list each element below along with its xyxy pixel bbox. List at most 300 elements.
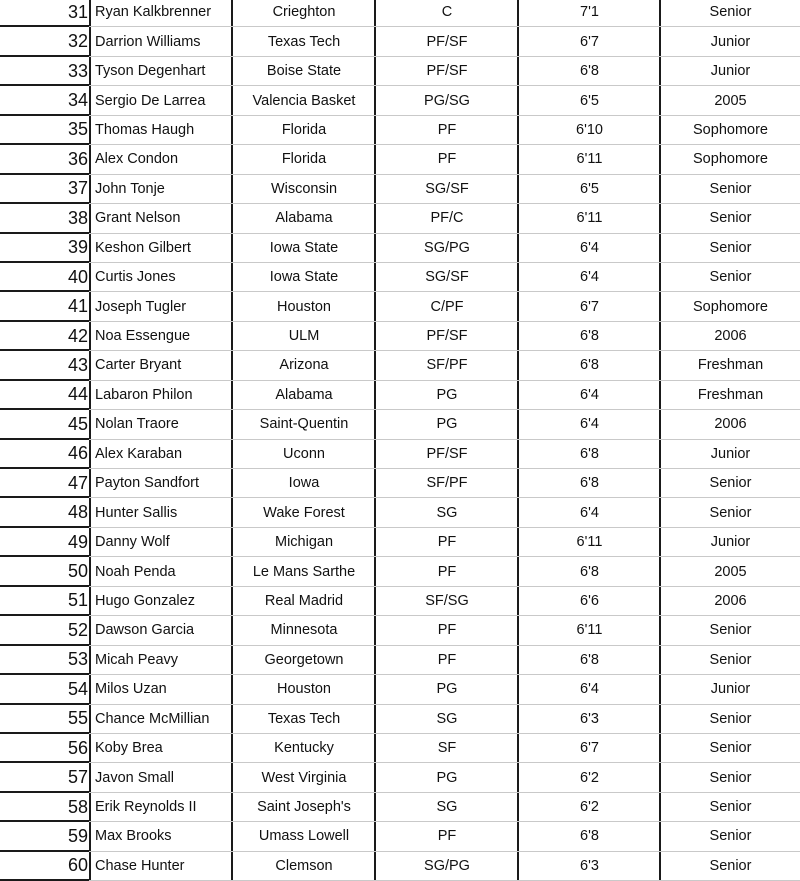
column-divider: [374, 204, 376, 232]
column-divider: [231, 263, 233, 291]
class-cell: 2006: [714, 592, 747, 609]
table-row: [0, 322, 800, 351]
table-row: [0, 27, 800, 56]
column-divider: [517, 557, 519, 585]
class-cell: Senior: [709, 239, 752, 256]
column-divider: [89, 587, 91, 615]
rank-cell: 54: [67, 678, 88, 699]
position-cell: SF: [437, 740, 457, 757]
column-divider: [231, 351, 233, 379]
position-cell: PF: [437, 828, 457, 845]
position-cell: SG/SF: [425, 269, 469, 286]
column-divider: [659, 351, 661, 379]
height-cell: 6'7: [580, 33, 599, 50]
position-cell: PG: [436, 416, 458, 433]
class-cell: 2005: [714, 92, 747, 109]
rank-cell: 52: [67, 619, 88, 640]
rank-cell: 50: [67, 561, 88, 582]
column-divider: [517, 410, 519, 438]
player-name-cell: Labaron Philon: [95, 386, 193, 403]
table-row: [0, 263, 800, 292]
column-divider: [517, 440, 519, 468]
height-cell: 7'1: [580, 4, 599, 21]
column-divider: [231, 145, 233, 173]
column-divider: [231, 675, 233, 703]
column-divider: [659, 145, 661, 173]
school-cell: Minnesota: [270, 622, 338, 639]
column-divider: [89, 469, 91, 497]
class-cell: Senior: [709, 828, 752, 845]
column-divider: [231, 440, 233, 468]
table-row: [0, 528, 800, 557]
position-cell: SG/PG: [424, 239, 470, 256]
height-cell: 6'5: [580, 180, 599, 197]
table-row: [0, 705, 800, 734]
column-divider: [659, 587, 661, 615]
height-cell: 6'8: [580, 328, 599, 345]
table-row: [0, 116, 800, 145]
table-row: [0, 557, 800, 586]
player-name-cell: Chance McMillian: [95, 710, 210, 727]
player-name-cell: Payton Sandfort: [95, 475, 199, 492]
rank-cell: 31: [67, 1, 88, 22]
class-cell: Senior: [709, 740, 752, 757]
column-divider: [374, 675, 376, 703]
column-divider: [659, 410, 661, 438]
column-divider: [374, 646, 376, 674]
position-cell: PG: [436, 681, 458, 698]
column-divider: [231, 27, 233, 55]
column-divider: [374, 763, 376, 791]
column-divider: [517, 234, 519, 262]
height-cell: 6'8: [580, 563, 599, 580]
position-cell: PF: [437, 563, 457, 580]
player-name-cell: Chase Hunter: [95, 857, 185, 874]
column-divider: [374, 705, 376, 733]
rank-cell: 47: [67, 472, 88, 493]
column-divider: [517, 528, 519, 556]
rank-cell: 51: [67, 590, 88, 611]
column-divider: [89, 557, 91, 585]
column-divider: [374, 852, 376, 880]
column-divider: [659, 646, 661, 674]
column-divider: [517, 292, 519, 320]
column-divider: [659, 822, 661, 850]
column-divider: [374, 469, 376, 497]
table-row: [0, 793, 800, 822]
column-divider: [517, 0, 519, 26]
height-cell: 6'2: [580, 799, 599, 816]
class-cell: Sophomore: [693, 151, 768, 168]
school-cell: Iowa State: [269, 269, 339, 286]
school-cell: Texas Tech: [267, 33, 341, 50]
rank-cell: 32: [67, 31, 88, 52]
column-divider: [89, 0, 91, 26]
position-cell: PG/SG: [424, 92, 470, 109]
height-cell: 6'4: [580, 239, 599, 256]
column-divider: [374, 616, 376, 644]
player-name-cell: Alex Karaban: [95, 445, 183, 462]
player-name-cell: Curtis Jones: [95, 269, 176, 286]
column-divider: [659, 27, 661, 55]
rank-cell: 46: [67, 443, 88, 464]
rank-cell: 48: [67, 502, 88, 523]
column-divider: [517, 734, 519, 762]
column-divider: [659, 616, 661, 644]
column-divider: [89, 234, 91, 262]
column-divider: [89, 27, 91, 55]
height-cell: 6'11: [576, 622, 603, 639]
column-divider: [231, 234, 233, 262]
column-divider: [89, 381, 91, 409]
column-divider: [89, 410, 91, 438]
rank-cell: 44: [67, 384, 88, 405]
column-divider: [517, 793, 519, 821]
column-divider: [231, 204, 233, 232]
school-cell: Le Mans Sarthe: [252, 563, 356, 580]
player-name-cell: Milos Uzan: [95, 681, 167, 698]
column-divider: [89, 175, 91, 203]
column-divider: [659, 793, 661, 821]
table-row: [0, 86, 800, 115]
table-row: [0, 410, 800, 439]
class-cell: Junior: [710, 681, 751, 698]
height-cell: 6'8: [580, 445, 599, 462]
school-cell: Wake Forest: [263, 504, 345, 521]
column-divider: [517, 616, 519, 644]
school-cell: Texas Tech: [267, 710, 341, 727]
class-cell: Freshman: [697, 386, 764, 403]
table-row: [0, 381, 800, 410]
column-divider: [89, 822, 91, 850]
column-divider: [374, 440, 376, 468]
column-divider: [374, 351, 376, 379]
player-name-cell: Joseph Tugler: [95, 298, 187, 315]
school-cell: Alabama: [275, 210, 333, 227]
position-cell: PF/SF: [426, 63, 468, 80]
table-row: [0, 175, 800, 204]
column-divider: [231, 705, 233, 733]
column-divider: [89, 116, 91, 144]
column-divider: [231, 116, 233, 144]
height-cell: 6'5: [580, 92, 599, 109]
column-divider: [231, 175, 233, 203]
position-cell: PF: [437, 534, 457, 551]
column-divider: [89, 263, 91, 291]
rank-cell: 58: [67, 796, 88, 817]
position-cell: C: [441, 4, 453, 21]
column-divider: [231, 587, 233, 615]
column-divider: [89, 204, 91, 232]
column-divider: [517, 469, 519, 497]
column-divider: [517, 705, 519, 733]
column-divider: [231, 557, 233, 585]
column-divider: [374, 822, 376, 850]
position-cell: PF/SF: [426, 328, 468, 345]
column-divider: [89, 763, 91, 791]
class-cell: Senior: [709, 210, 752, 227]
table-row: [0, 587, 800, 616]
school-cell: Saint-Quentin: [259, 416, 349, 433]
school-cell: Michigan: [274, 534, 334, 551]
school-cell: ULM: [288, 328, 320, 345]
rank-cell: 34: [67, 90, 88, 111]
class-cell: Freshman: [697, 357, 764, 374]
column-divider: [517, 587, 519, 615]
table-row: [0, 292, 800, 321]
column-divider: [231, 57, 233, 85]
column-divider: [659, 498, 661, 526]
height-cell: 6'4: [580, 504, 599, 521]
height-cell: 6'8: [580, 357, 599, 374]
column-divider: [659, 675, 661, 703]
rank-cell: 56: [67, 737, 88, 758]
school-cell: West Virginia: [261, 769, 347, 786]
column-divider: [89, 646, 91, 674]
rank-cell: 57: [67, 767, 88, 788]
column-divider: [374, 322, 376, 350]
class-cell: Senior: [709, 799, 752, 816]
column-divider: [374, 734, 376, 762]
player-name-cell: Nolan Traore: [95, 416, 179, 433]
column-divider: [374, 263, 376, 291]
column-divider: [517, 675, 519, 703]
column-divider: [374, 528, 376, 556]
column-divider: [374, 410, 376, 438]
column-divider: [374, 0, 376, 26]
column-divider: [659, 0, 661, 26]
column-divider: [231, 734, 233, 762]
column-divider: [659, 440, 661, 468]
column-divider: [659, 57, 661, 85]
rank-cell: 42: [67, 325, 88, 346]
column-divider: [374, 498, 376, 526]
height-cell: 6'8: [580, 63, 599, 80]
table-row: [0, 469, 800, 498]
column-divider: [517, 646, 519, 674]
school-cell: Houston: [276, 681, 331, 698]
column-divider: [517, 322, 519, 350]
class-cell: Senior: [709, 651, 752, 668]
column-divider: [231, 86, 233, 114]
column-divider: [517, 57, 519, 85]
player-name-cell: Carter Bryant: [95, 357, 182, 374]
position-cell: SG: [436, 710, 458, 727]
column-divider: [659, 292, 661, 320]
column-divider: [374, 116, 376, 144]
table-row: [0, 646, 800, 675]
position-cell: PF: [437, 121, 457, 138]
column-divider: [89, 351, 91, 379]
column-divider: [374, 57, 376, 85]
school-cell: Wisconsin: [270, 180, 338, 197]
table-row: [0, 616, 800, 645]
position-cell: SG/SF: [425, 180, 469, 197]
position-cell: PF/SF: [426, 33, 468, 50]
position-cell: PF/C: [430, 210, 464, 227]
column-divider: [659, 381, 661, 409]
school-cell: Real Madrid: [264, 592, 344, 609]
class-cell: 2005: [714, 563, 747, 580]
column-divider: [517, 822, 519, 850]
player-name-cell: Sergio De Larrea: [95, 92, 206, 109]
class-cell: Junior: [710, 445, 751, 462]
player-name-cell: Hunter Sallis: [95, 504, 178, 521]
column-divider: [659, 175, 661, 203]
column-divider: [89, 705, 91, 733]
column-divider: [659, 528, 661, 556]
height-cell: 6'2: [580, 769, 599, 786]
player-name-cell: Dawson Garcia: [95, 622, 195, 639]
column-divider: [89, 675, 91, 703]
rank-cell: 45: [67, 413, 88, 434]
rank-cell: 41: [67, 296, 88, 317]
column-divider: [659, 204, 661, 232]
position-cell: PF: [437, 622, 457, 639]
school-cell: Florida: [281, 151, 327, 168]
class-cell: Sophomore: [693, 121, 768, 138]
column-divider: [231, 381, 233, 409]
player-name-cell: Keshon Gilbert: [95, 239, 191, 256]
player-name-cell: Hugo Gonzalez: [95, 592, 195, 609]
column-divider: [659, 86, 661, 114]
player-name-cell: Javon Small: [95, 769, 174, 786]
column-divider: [231, 469, 233, 497]
rank-cell: 43: [67, 354, 88, 375]
player-name-cell: Erik Reynolds II: [95, 799, 197, 816]
column-divider: [374, 381, 376, 409]
player-name-cell: Noah Penda: [95, 563, 176, 580]
position-cell: PF: [437, 151, 457, 168]
column-divider: [517, 351, 519, 379]
column-divider: [231, 292, 233, 320]
column-divider: [89, 145, 91, 173]
class-cell: Senior: [709, 710, 752, 727]
class-cell: Senior: [709, 857, 752, 874]
position-cell: PG: [436, 386, 458, 403]
column-divider: [517, 381, 519, 409]
column-divider: [231, 852, 233, 880]
column-divider: [659, 469, 661, 497]
height-cell: 6'7: [580, 298, 599, 315]
class-cell: Senior: [709, 180, 752, 197]
position-cell: C/PF: [430, 298, 464, 315]
school-cell: Alabama: [275, 386, 333, 403]
column-divider: [89, 852, 91, 880]
position-cell: PF: [437, 651, 457, 668]
position-cell: SF/PF: [426, 475, 468, 492]
column-divider: [231, 646, 233, 674]
column-divider: [231, 528, 233, 556]
column-divider: [231, 498, 233, 526]
class-cell: Senior: [709, 4, 752, 21]
height-cell: 6'11: [576, 210, 603, 227]
rank-cell: 40: [67, 266, 88, 287]
school-cell: Saint Joseph's: [257, 799, 351, 816]
column-divider: [374, 175, 376, 203]
rank-cell: 49: [67, 531, 88, 552]
column-divider: [659, 234, 661, 262]
table-row: [0, 351, 800, 380]
position-cell: SG/PG: [424, 857, 470, 874]
height-cell: 6'4: [580, 416, 599, 433]
rank-cell: 38: [67, 207, 88, 228]
school-cell: Houston: [276, 298, 331, 315]
table-row: [0, 763, 800, 792]
rank-cell: 35: [67, 119, 88, 140]
school-cell: Clemson: [275, 857, 333, 874]
column-divider: [517, 86, 519, 114]
school-cell: Florida: [281, 121, 327, 138]
column-divider: [89, 86, 91, 114]
column-divider: [231, 410, 233, 438]
player-name-cell: Ryan Kalkbrenner: [95, 4, 212, 21]
player-name-cell: Grant Nelson: [95, 210, 181, 227]
column-divider: [89, 616, 91, 644]
position-cell: SG: [436, 504, 458, 521]
column-divider: [659, 322, 661, 350]
school-cell: Iowa: [288, 475, 320, 492]
column-divider: [374, 587, 376, 615]
class-cell: Junior: [710, 33, 751, 50]
table-row: [0, 57, 800, 86]
table-row: [0, 852, 800, 881]
column-divider: [231, 793, 233, 821]
table-row: [0, 498, 800, 527]
school-cell: Kentucky: [274, 740, 334, 757]
column-divider: [89, 734, 91, 762]
height-cell: 6'10: [576, 121, 603, 138]
school-cell: Crieghton: [272, 4, 336, 21]
class-cell: 2006: [714, 416, 747, 433]
column-divider: [89, 793, 91, 821]
column-divider: [659, 705, 661, 733]
column-divider: [517, 145, 519, 173]
class-cell: Senior: [709, 504, 752, 521]
table-row: [0, 440, 800, 469]
school-cell: Arizona: [279, 357, 329, 374]
rank-cell: 36: [67, 148, 88, 169]
table-row: [0, 822, 800, 851]
column-divider: [517, 204, 519, 232]
position-cell: PG: [436, 769, 458, 786]
column-divider: [374, 292, 376, 320]
column-divider: [374, 234, 376, 262]
height-cell: 6'6: [580, 592, 599, 609]
column-divider: [89, 498, 91, 526]
class-cell: Senior: [709, 769, 752, 786]
height-cell: 6'4: [580, 269, 599, 286]
school-cell: Umass Lowell: [258, 828, 350, 845]
column-divider: [659, 263, 661, 291]
column-divider: [231, 616, 233, 644]
column-divider: [231, 322, 233, 350]
column-divider: [659, 557, 661, 585]
player-name-cell: Tyson Degenhart: [95, 63, 206, 80]
height-cell: 6'3: [580, 857, 599, 874]
height-cell: 6'4: [580, 386, 599, 403]
position-cell: SG: [436, 799, 458, 816]
player-name-cell: Micah Peavy: [95, 651, 179, 668]
school-cell: Iowa State: [269, 239, 339, 256]
column-divider: [659, 116, 661, 144]
class-cell: 2006: [714, 328, 747, 345]
rank-cell: 53: [67, 649, 88, 670]
column-divider: [517, 263, 519, 291]
player-name-cell: Noa Essengue: [95, 328, 191, 345]
player-name-cell: Darrion Williams: [95, 33, 201, 50]
column-divider: [659, 852, 661, 880]
